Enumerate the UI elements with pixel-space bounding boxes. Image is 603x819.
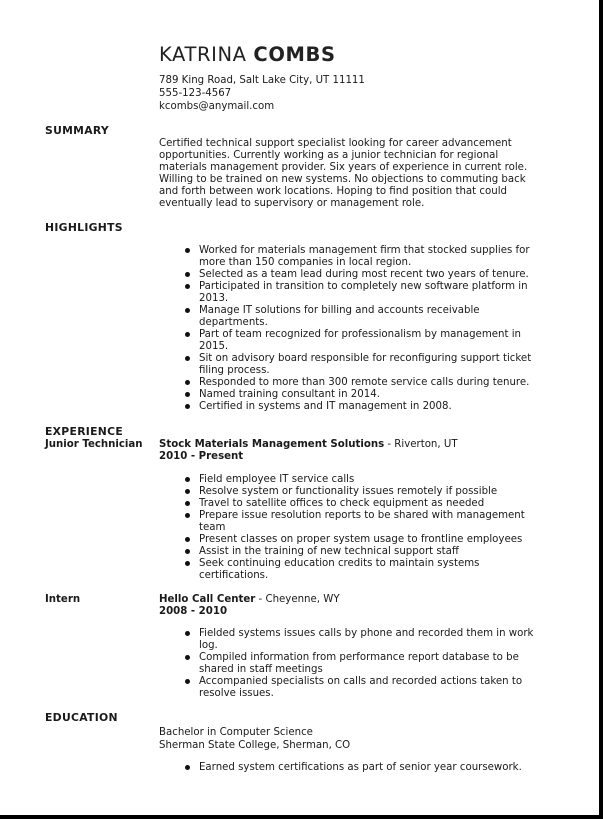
list-item: Present classes on proper system usage to frontline employees	[185, 534, 545, 546]
bullet-icon	[185, 404, 190, 409]
summary-text: Certified technical support specialist looking for career advancement opportunities. Currently working as a junior technician for regional materials management provider. Six years of experience in current role. Willing to be trained on new systems. No objections to commuting back and forth between work locations. Hoping to find position that could eventually lead to supervisory or management role.	[159, 138, 528, 209]
bullet-icon	[185, 549, 190, 554]
list-item: Seek continuing education credits to maintain systems certifications.	[185, 558, 545, 582]
job-title: Junior Technician	[45, 439, 143, 450]
bullet-icon	[185, 272, 190, 277]
job-duties-list	[185, 474, 545, 582]
summary-heading: SUMMARY	[45, 124, 110, 137]
last-name: COMBS	[253, 43, 336, 66]
bullet-icon	[185, 501, 190, 506]
job-dates: 2010 - Present	[159, 451, 244, 462]
bullet-icon	[185, 477, 190, 482]
first-name: KATRINA	[159, 43, 247, 66]
list-item: Sit on advisory board responsible for reconfiguring support ticket filing process.	[185, 353, 545, 377]
list-item: Fielded systems issues calls by phone and recorded them in work log.	[185, 628, 545, 652]
education-info	[159, 726, 350, 752]
company-location: - Riverton, UT	[384, 439, 458, 450]
job-dates: 2008 - 2010	[159, 606, 228, 617]
bullet-icon	[185, 392, 190, 397]
contact-info	[159, 74, 365, 113]
list-item: Assist in the training of new technical support staff	[185, 546, 545, 558]
bullet-icon	[185, 380, 190, 385]
bullet-icon	[185, 332, 190, 337]
company-line	[159, 439, 458, 450]
bullet-icon	[185, 248, 190, 253]
list-item: Selected as a team lead during most recent two years of tenure.	[185, 269, 545, 281]
bullet-icon	[185, 513, 190, 518]
bullet-icon	[185, 631, 190, 636]
bullet-icon	[185, 284, 190, 289]
bullet-icon	[185, 489, 190, 494]
email: kcombs@anymail.com	[159, 101, 275, 112]
list-item: Resolve system or functionality issues remotely if possible	[185, 486, 545, 498]
list-item: Worked for materials management firm that stocked supplies for more than 150 companies in local region.	[185, 245, 545, 269]
phone: 555-123-4567	[159, 88, 232, 99]
list-item: Responded to more than 300 remote service calls during tenure.	[185, 377, 545, 389]
highlights-heading: HIGHLIGHTS	[45, 221, 123, 234]
bullet-icon	[185, 561, 190, 566]
list-item: Participated in transition to completely new software platform in 2013.	[185, 281, 545, 305]
list-item: Field employee IT service calls	[185, 474, 545, 486]
list-item: Earned system certifications as part of senior year coursework.	[185, 762, 545, 774]
list-item: Accompanied specialists on calls and recorded actions taken to resolve issues.	[185, 676, 545, 700]
highlights-list	[185, 245, 545, 413]
education-heading: EDUCATION	[45, 711, 118, 724]
bullet-icon	[185, 308, 190, 313]
bullet-icon	[185, 679, 190, 684]
list-item: Travel to satellite offices to check equipment as needed	[185, 498, 545, 510]
list-item: Named training consultant in 2014.	[185, 389, 545, 401]
school: Sherman State College, Sherman, CO	[159, 740, 351, 751]
company-name: Hello Call Center	[159, 594, 256, 605]
education-list	[185, 762, 545, 774]
degree: Bachelor in Computer Science	[159, 727, 313, 738]
job-title: Intern	[45, 594, 81, 605]
list-item: Manage IT solutions for billing and accounts receivable departments.	[185, 305, 545, 329]
bullet-icon	[185, 537, 190, 542]
list-item: Certified in systems and IT management in 2008.	[185, 401, 545, 413]
bullet-icon	[185, 356, 190, 361]
experience-heading: EXPERIENCE	[45, 425, 124, 438]
company-line	[159, 594, 340, 605]
list-item: Compiled information from performance report database to be shared in staff meetings	[185, 652, 545, 676]
job-duties-list	[185, 628, 545, 700]
list-item: Part of team recognized for professionalism by management in 2015.	[185, 329, 545, 353]
company-location: - Cheyenne, WY	[255, 594, 340, 605]
company-name: Stock Materials Management Solutions	[159, 439, 385, 450]
candidate-name	[159, 43, 336, 67]
bullet-icon	[185, 655, 190, 660]
list-item: Prepare issue resolution reports to be shared with management team	[185, 510, 545, 534]
bullet-icon	[185, 765, 190, 770]
address: 789 King Road, Salt Lake City, UT 11111	[159, 75, 365, 86]
